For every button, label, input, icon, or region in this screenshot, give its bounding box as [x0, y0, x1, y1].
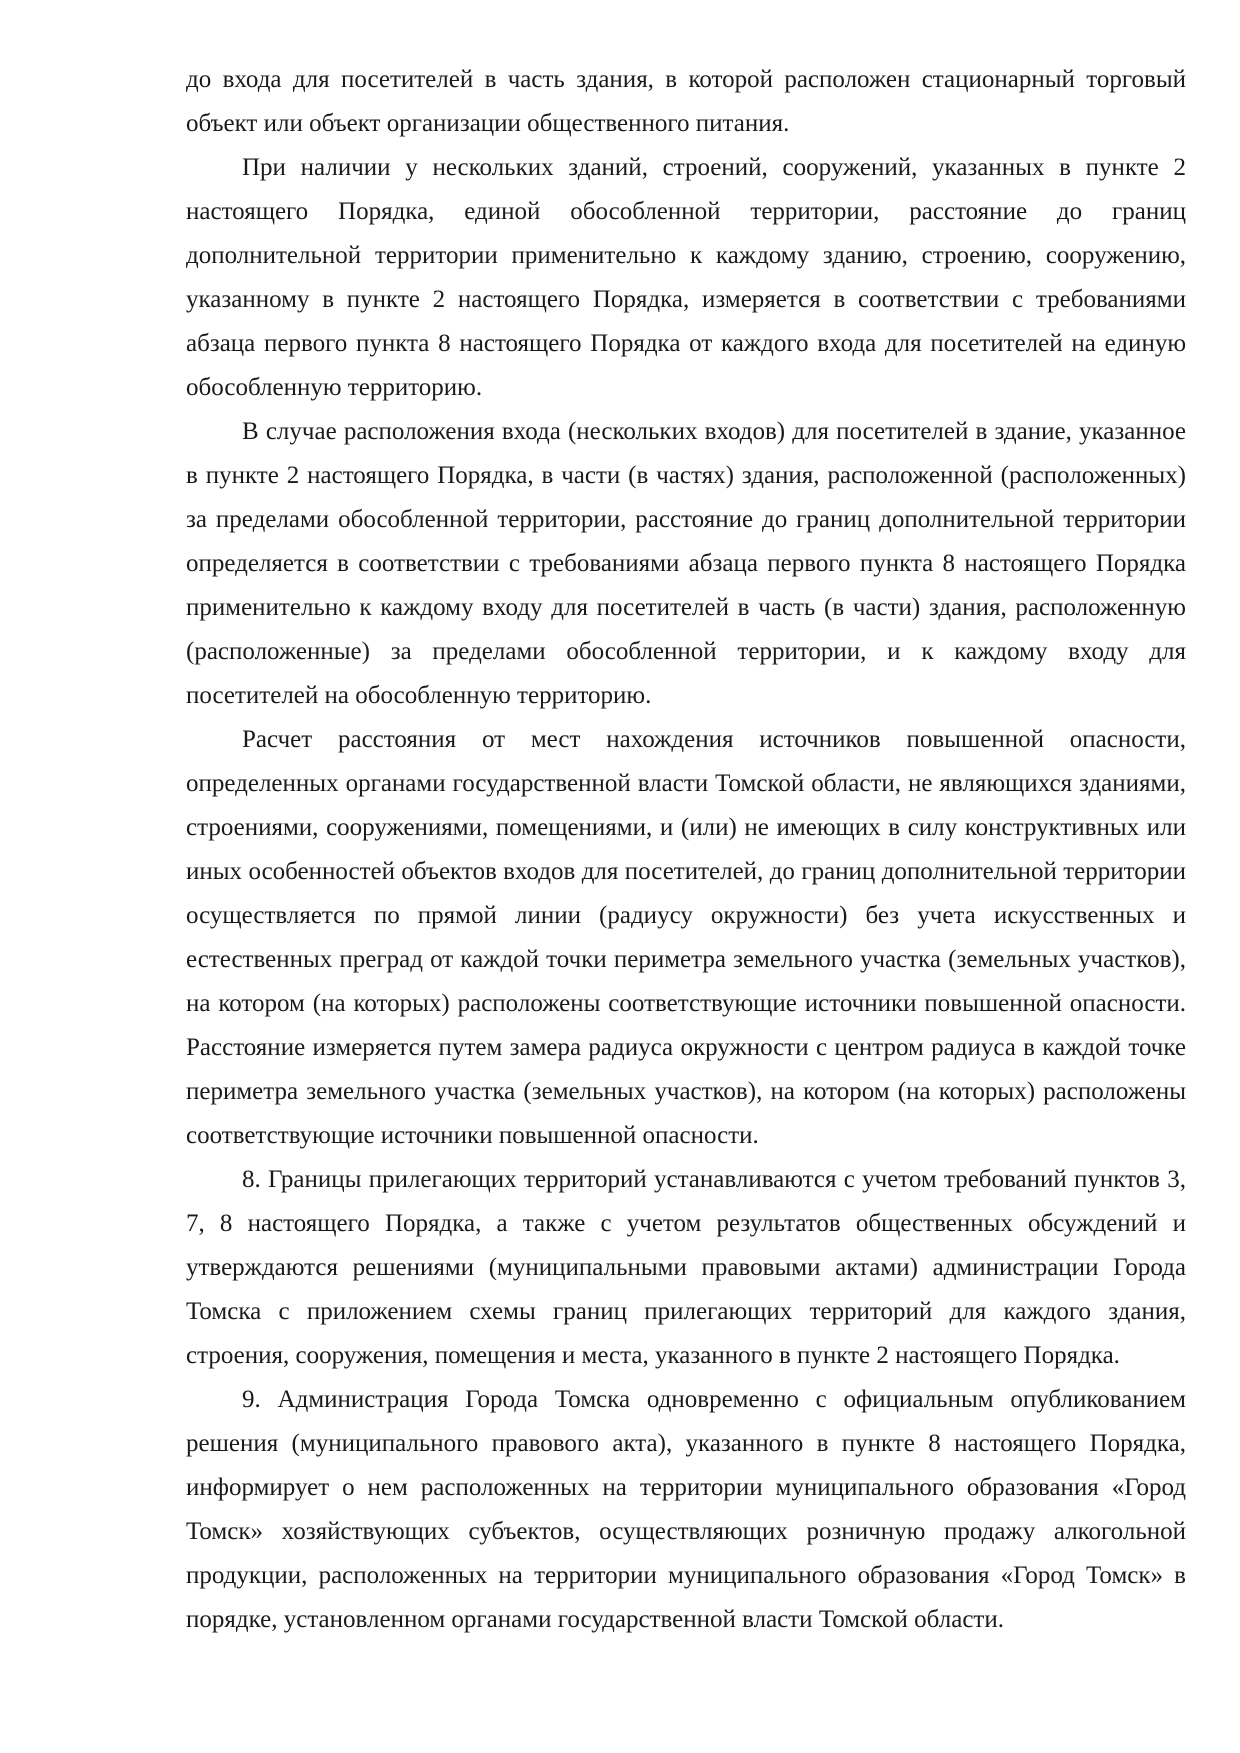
- paragraph-continuation: до входа для посетителей в часть здания, в которой расположен стационарный торговый объект или объект организации общественного питания.: [186, 66, 1186, 137]
- paragraph-shared-territory: При наличии у нескольких зданий, строений, сооружений, указанных в пункте 2 настоящего Порядка, единой обособленной территории, расстояние до границ дополнительной территории применительно к каждому зданию, строению, сооружению, указанному в пункте 2 настоящего Порядка, измеряется в соответствии с требованиями абзаца первого пункта 8 настоящего Порядка от каждого входа для посетителей на единую обособленную территорию.: [186, 154, 1186, 401]
- paragraph-entrances-outside: В случае расположения входа (нескольких входов) для посетителей в здание, указанное в пункте 2 настоящего Порядка, в части (в частях) здания, расположенной (расположенных) за пределами обособленной территории, расстояние до границ дополнительной территории определяется в соответствии с требованиями абзаца первого пункта 8 настоящего Порядка применительно к каждому входу для посетителей в часть (в части) здания, расположенную (расположенные) за пределами обособленной территории, и к каждому входу для посетителей на обособленную территорию.: [186, 418, 1186, 709]
- paragraph-item-9: 9. Администрация Города Томска одновременно с официальным опубликованием решения (муниципального правового акта), указанного в пункте 8 настоящего Порядка, информирует о нем расположенных на территории муниципального образования «Город Томск» хозяйствующих субъектов, осуществляющих розничную продажу алкогольной продукции, расположенных на территории муниципального образования «Город Томск» в порядке, установленном органами государственной власти Томской области.: [186, 1386, 1186, 1633]
- paragraph-hazard-distance: Расчет расстояния от мест нахождения источников повышенной опасности, определенных органами государственной власти Томской области, не являющихся зданиями, строениями, сооружениями, помещениями, и (или) не имеющих в силу конструктивных или иных особенностей объектов входов для посетителей, до границ дополнительной территории осуществляется по прямой линии (радиусу окружности) без учета искусственных и естественных преград от каждой точки периметра земельного участка (земельных участков), на котором (на которых) расположены соответствующие источники повышенной опасности. Расстояние измеряется путем замера радиуса окружности с центром радиуса в каждой точке периметра земельного участка (земельных участков), на котором (на которых) расположены соответствующие источники повышенной опасности.: [186, 726, 1186, 1149]
- document-page: [186, 58, 1186, 1642]
- paragraph-item-8: 8. Границы прилегающих территорий устанавливаются с учетом требований пунктов 3, 7, 8 настоящего Порядка, а также с учетом результатов общественных обсуждений и утверждаются решениями (муниципальными правовыми актами) администрации Города Томска с приложением схемы границ прилегающих территорий для каждого здания, строения, сооружения, помещения и места, указанного в пункте 2 настоящего Порядка.: [186, 1166, 1186, 1369]
